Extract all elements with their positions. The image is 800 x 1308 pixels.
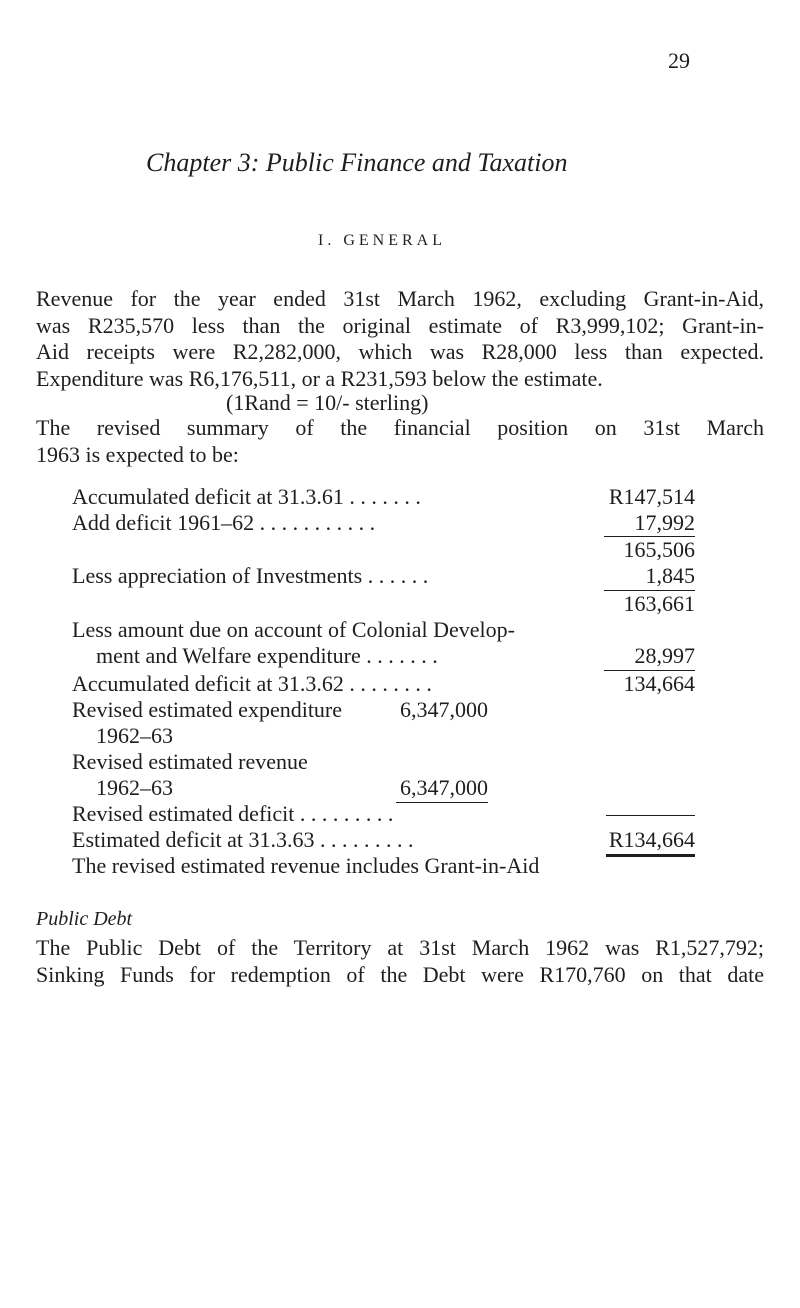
subtotal-1-value: 165,506 [623,537,695,562]
final-total-rule [606,854,695,857]
public-debt-paragraph [36,935,764,988]
row-revised-expenditure-label-b: 1962–63 [96,723,173,748]
row-accumulated-deficit-1962-label: Accumulated deficit at 31.3.62 . . . . . . . . [72,671,432,696]
row-accumulated-deficit-1961-value: R147,514 [608,484,695,509]
row-less-appreciation-value: 1,845 [645,563,695,588]
chapter-title: Chapter 3: Public Finance and Taxation [146,148,568,177]
public-debt-line: The Public Debt of the Territory at 31st March 1962 was R1,527,792; [36,935,764,960]
public-debt-line: Sinking Funds for redemption of the Debt were R170,760 on that date [36,961,764,987]
subtotal-2-value: 163,661 [623,591,695,616]
row-less-appreciation-label: Less appreciation of Investments . . . . . . [72,563,429,588]
summary-intro [36,415,764,468]
page-number: 29 [668,48,690,73]
summary-intro-line: 1963 is expected to be: [36,441,239,467]
row-revised-revenue-label-b: 1962–63 [96,775,173,800]
row-revised-expenditure-label-a: Revised estimated expenditure [72,697,343,722]
row-colonial-development-value: 28,997 [634,643,695,668]
row-add-deficit-value: 17,992 [634,510,695,535]
intro-line: was R235,570 less than the original estimate of R3,999,102; Grant-in- [36,312,764,338]
section-heading: I. GENERAL [318,232,446,249]
row-estimated-deficit-1963-value: R134,664 [608,827,695,852]
row-revised-expenditure-value: 6,347,000 [400,697,488,722]
intro-line: Aid receipts were R2,282,000, which was R28,000 less than expected. [36,339,764,364]
row-estimated-deficit-1963-label: Estimated deficit at 31.3.63 . . . . . . . . . [72,827,414,852]
row-colonial-development-label-b: ment and Welfare expenditure . . . . . . . [96,643,438,668]
table-footnote: The revised estimated revenue includes Grant-in-Aid [72,853,540,878]
row-revised-revenue-label-a: Revised estimated revenue [72,749,308,774]
intro-line: Revenue for the year ended 31st March 1962, excluding Grant-in-Aid, [36,286,764,311]
public-debt-heading: Public Debt [36,908,133,930]
row-colonial-development-label-a: Less amount due on account of Colonial Develop- [72,617,515,642]
summary-intro-line: The revised summary of the financial position on 31st March [36,415,764,440]
row-revised-revenue-value: 6,347,000 [400,775,488,800]
row-accumulated-deficit-1961-label: Accumulated deficit at 31.3.61 . . . . . . . [72,484,421,509]
nil-dash [606,815,695,816]
intro-paragraph [36,286,764,392]
rand-note: (1Rand = 10/- sterling) [226,390,429,415]
intro-line: Expenditure was R6,176,511, or a R231,593 below the estimate. [36,365,603,391]
row-revised-deficit-label: Revised estimated deficit . . . . . . . . . [72,801,394,826]
row-accumulated-deficit-1962-value: 134,664 [623,671,695,696]
mid-column-rule [396,802,488,803]
row-add-deficit-label: Add deficit 1961–62 . . . . . . . . . . . [72,510,376,535]
